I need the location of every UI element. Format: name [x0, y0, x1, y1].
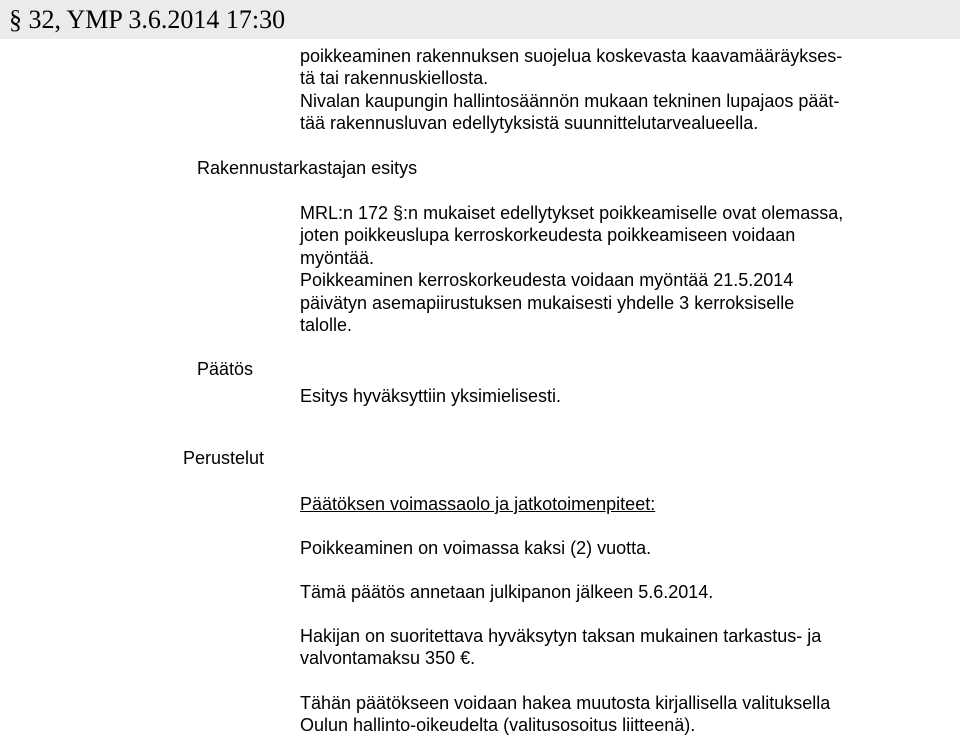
- validity-paragraph-2: Tämä päätös annetaan julkipanon jälkeen 5.6.2014.: [300, 582, 714, 602]
- proposal-line: MRL:n 172 §:n mukaiset edellytykset poikkeamiselle ovat olemassa,: [300, 203, 844, 223]
- paragraph-line: Tähän päätökseen voidaan hakea muutosta kirjallisella valituksella: [300, 693, 831, 713]
- proposal-line: päivätyn asemapiirustuksen mukaisesti yhdelle 3 kerroksiselle: [300, 292, 795, 313]
- validity-paragraph-1: Poikkeaminen on voimassa kaksi (2) vuotta.: [300, 538, 652, 558]
- label-paatos: Päätös: [197, 359, 254, 379]
- validity-paragraph-3: [300, 625, 821, 670]
- proposal-line: talolle.: [300, 315, 353, 336]
- paragraph-line: valvontamaksu 350 €.: [300, 648, 476, 669]
- validity-heading: Päätöksen voimassaolo ja jatkotoimenpiteet:: [300, 494, 656, 514]
- proposal-paragraph: [300, 202, 843, 336]
- decision-text: Esitys hyväksyttiin yksimielisesti.: [300, 386, 562, 406]
- proposal-line: joten poikkeuslupa kerroskorkeudesta poikkeamiseen voidaan: [300, 225, 796, 246]
- intro-paragraph: [300, 45, 842, 135]
- intro-line: tää rakennusluvan edellytyksistä suunnittelutarvealueella.: [300, 113, 759, 134]
- label-perustelut: Perustelut: [183, 448, 265, 468]
- paragraph-line: Oulun hallinto-oikeudelta (valitusosoitus liitteenä).: [300, 715, 696, 736]
- section-title: § 32, YMP 3.6.2014 17:30: [9, 5, 286, 34]
- intro-line: poikkeaminen rakennuksen suojelua koskevasta kaavamääräykses-: [300, 46, 843, 66]
- proposal-line: Poikkeaminen kerroskorkeudesta voidaan myöntää 21.5.2014: [300, 270, 794, 291]
- label-rakennustarkastajan-esitys: Rakennustarkastajan esitys: [197, 158, 418, 178]
- proposal-line: myöntää.: [300, 247, 375, 268]
- intro-line: Nivalan kaupungin hallintosäännön mukaan tekninen lupajaos päät-: [300, 90, 840, 111]
- validity-paragraph-4: [300, 692, 830, 737]
- page-header: [0, 0, 960, 39]
- intro-line: tä tai rakennuskiellosta.: [300, 68, 489, 89]
- paragraph-line: Hakijan on suoritettava hyväksytyn taksan mukainen tarkastus- ja: [300, 626, 822, 646]
